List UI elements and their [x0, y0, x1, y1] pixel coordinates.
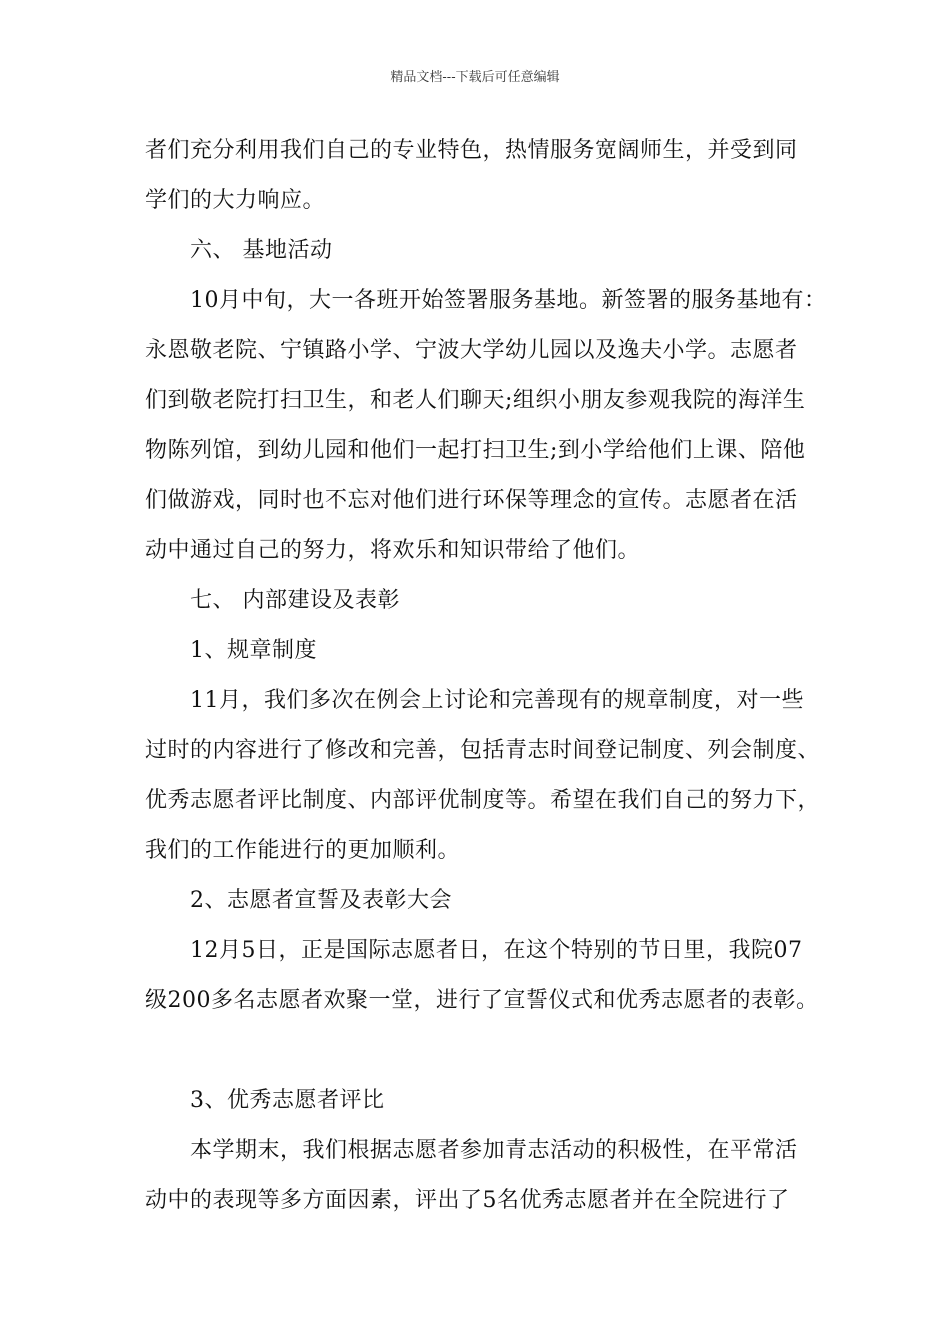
section-heading: 七、 内部建设及表彰	[190, 588, 400, 613]
text-line: 动中的表现等多方面因素，评出了5名优秀志愿者并在全院进行了	[145, 1188, 790, 1213]
text-line: 动中通过自己的努力，将欢乐和知识带给了他们。	[145, 538, 641, 563]
text-line: 永恩敬老院、宁镇路小学、宁波大学幼儿园以及逸夫小学。志愿者	[145, 338, 798, 363]
subsection-heading: 2、志愿者宣誓及表彰大会	[190, 888, 452, 913]
page-header: 精品文档---下载后可任意编辑	[390, 70, 560, 85]
text-line: 者们充分利用我们自己的专业特色，热情服务宽阔师生，并受到同	[145, 138, 798, 163]
text-line: 级200多名志愿者欢聚一堂，进行了宣誓仪式和优秀志愿者的表彰。	[145, 988, 819, 1013]
text-line: 过时的内容进行了修改和完善，包括青志时间登记制度、列会制度、	[145, 738, 821, 763]
text-line: 优秀志愿者评比制度、内部评优制度等。希望在我们自己的努力下，	[145, 788, 821, 813]
text-line: 我们的工作能进行的更加顺利。	[145, 838, 461, 863]
text-line: 学们的大力响应。	[145, 188, 326, 213]
section-heading: 六、 基地活动	[190, 238, 333, 263]
text-line: 10月中旬，大一各班开始签署服务基地。新签署的服务基地有：	[190, 288, 827, 313]
text-line: 们做游戏，同时也不忘对他们进行环保等理念的宣传。志愿者在活	[145, 488, 798, 513]
text-line: 物陈列馆，到幼儿园和他们一起打扫卫生;到小学给他们上课、陪他	[145, 438, 806, 463]
subsection-heading: 3、优秀志愿者评比	[190, 1088, 385, 1113]
text-line: 11月，我们多次在例会上讨论和完善现有的规章制度，对一些	[190, 688, 804, 713]
text-line: 12月5日，正是国际志愿者日，在这个特别的节日里，我院07	[190, 938, 803, 963]
subsection-heading: 1、规章制度	[190, 638, 317, 663]
text-line: 本学期末，我们根据志愿者参加青志活动的积极性，在平常活	[190, 1138, 798, 1163]
text-line: 们到敬老院打扫卫生，和老人们聊天;组织小朋友参观我院的海洋生	[145, 388, 806, 413]
